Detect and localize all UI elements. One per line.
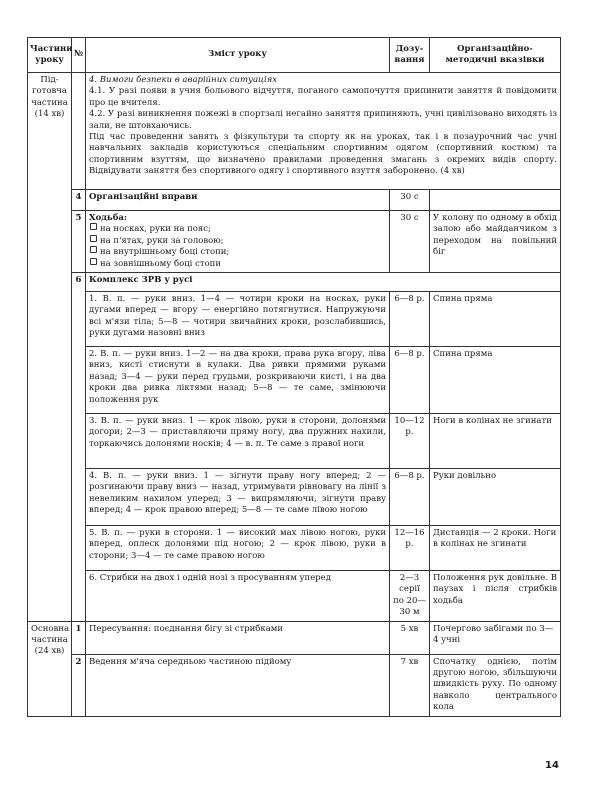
row-notes	[430, 190, 561, 211]
exercise-notes: Руки довільно	[430, 469, 561, 526]
header-num: №	[72, 38, 86, 73]
table-row	[28, 273, 561, 292]
exercise-dose: 6—8 р.	[390, 292, 430, 347]
checkbox-square-icon	[90, 246, 97, 253]
exercise-row	[28, 526, 561, 571]
checkbox-square-icon	[90, 258, 97, 265]
exercise-dose: 6—8 р.	[390, 469, 430, 526]
row-number: 5	[72, 211, 86, 273]
row-notes: Спочатку однією, потім другою ногою, збільшуючи швидкість руху. По одному навколо центрального кола	[430, 654, 561, 716]
walking-title: Ходьба:	[89, 213, 128, 223]
prep-part-label: Під-готовча частина (14 хв)	[28, 73, 72, 622]
table-row	[28, 621, 561, 654]
checkbox-square-icon	[90, 235, 97, 242]
header-notes: Організаційно-методичні вказівки	[430, 38, 561, 73]
exercise-text: 5. В. п. — руки в сторони. 1 — високий мах лівою ногою, руки вперед, оплеск долонями під ногою; 2 — крок лівою, руки в сторони; 3—4 — те саме правою ногою	[86, 526, 390, 571]
safety-text	[86, 73, 561, 190]
row-notes: Почергово забігами по 3—4 учні	[430, 621, 561, 654]
exercise-notes: Положення рук довільне. В паузах і після стрибків ходьба	[430, 571, 561, 622]
row-number: 1	[72, 621, 86, 654]
table-row	[28, 190, 561, 211]
complex-title: Комплекс ЗРВ у русі	[86, 273, 561, 292]
exercise-text: 3. В. п. — руки вниз. 1 — крок лівою, руки в сторони, долонями догори; 2—3 — приставляючи пряму ногу, два пружних нахили, торкаючись долонями носків; 4 — в. п. Те саме з правої ноги	[86, 414, 390, 469]
header-content: Зміст уроку	[86, 38, 390, 73]
row-notes: У колону по одному в обхід залою або майданчиком з переходом на повільний біг	[430, 211, 561, 273]
exercise-row	[28, 292, 561, 347]
exercise-dose: 12—16 р.	[390, 526, 430, 571]
row-dose: 30 с	[390, 211, 430, 273]
row-dose: 30 с	[390, 190, 430, 211]
row-content: Ведення м'яча середньою частиною підйому	[86, 654, 390, 716]
table-row	[28, 654, 561, 716]
safety-item-1: 4.1. У разі появи в учня больового відчуття, поганого самопочуття припинити заняття й повідомити про це вчителя.	[89, 86, 557, 108]
exercise-row	[28, 414, 561, 469]
exercise-text: 1. В. п. — руки вниз. 1—4 — чотири кроки на носках, руки дугами вперед — вгору — енергійно потягнутися. Напружуючи всі м'язи тіла; 5—8 — чотири звичайних кроки, розслабившись, руки дугами назовні вниз	[86, 292, 390, 347]
row-content: Пересування: поєднання бігу зі стрибками	[86, 621, 390, 654]
exercise-dose: 6—8 р.	[390, 347, 430, 414]
exercise-row	[28, 469, 561, 526]
header-dose: Дозу-вання	[390, 38, 430, 73]
safety-title: 4. Вимоги безпеки в аварійних ситуаціях	[89, 75, 278, 85]
exercise-text: 6. Стрибки на двох і одній нозі з просуванням уперед	[86, 571, 390, 622]
exercise-dose: 2—3 серії по 20— 30 м	[390, 571, 430, 622]
list-item: на зовнішньому боці стопи	[89, 259, 386, 270]
row-number: 6	[72, 273, 86, 622]
exercise-text: 2. В. п. — руки вниз. 1—2 — на два кроки, права рука вгору, ліва вниз, кисті стиснути в кулаки. Два ривки прямими руками назад; 3—4 — руки перед грудьми, розкриваючи кисті, і на два кроки два ривка ліктями назад; 5—8 — те саме, змінюючи положення рук	[86, 347, 390, 414]
exercise-notes: Дистанція — 2 кроки. Ноги в колінах не згинати	[430, 526, 561, 571]
exercise-notes: Ноги в колінах не згинати	[430, 414, 561, 469]
table-row	[28, 211, 561, 273]
table-header-row	[28, 38, 561, 73]
row-content	[86, 211, 390, 273]
exercise-row	[28, 571, 561, 622]
exercise-row	[28, 347, 561, 414]
checkbox-square-icon	[90, 223, 97, 230]
row-number: 2	[72, 654, 86, 716]
list-item: на носках, руки на пояс;	[89, 224, 386, 235]
main-part-label: Основна частина (24 хв)	[28, 621, 72, 716]
exercise-text: 4. В. п. — руки вниз. 1 — зігнути праву ногу вперед; 2 — розгинаючи праву вниз — назад, утримувати рівновагу на лінії з невеликим нахилом уперед; 3 — випрямляючи, зігнути праву вперед; 4 — крок правою вперед; 5—8 — те саме лівою ногою	[86, 469, 390, 526]
row-number: 4	[72, 190, 86, 211]
safety-row	[28, 73, 561, 190]
safety-item-2: 4.2. У разі виникнення пожежі в спортзалі негайно заняття припиняють, учні цивілізовано виходять із зали, не штовхаючись.	[89, 109, 557, 131]
row-dose: 5 хв	[390, 621, 430, 654]
list-item: на внутрішньому боці стопи;	[89, 247, 386, 258]
header-part: Частини уроку	[28, 38, 72, 73]
safety-note: Під час проведення занять з фізкультури та спорту як на уроках, так і в позаурочний час учні навчальних закладів користуються спеціальним спортивним одягом (спортивний костюм) та спортивним взуттям, що визначено правилами проведення змагань з окремих видів спорту. Відвідувати заняття без спортивного одягу і спортивного взуття заборонено. (4 хв)	[89, 132, 557, 177]
row-content: Організаційні вправи	[86, 190, 390, 211]
page-number: 14	[545, 760, 559, 771]
lesson-plan-table	[27, 37, 561, 717]
exercise-notes: Спина пряма	[430, 347, 561, 414]
list-item: на п'ятах, руки за головою;	[89, 236, 386, 247]
exercise-dose: 10—12 р.	[390, 414, 430, 469]
row-dose: 7 хв	[390, 654, 430, 716]
exercise-notes: Спина пряма	[430, 292, 561, 347]
